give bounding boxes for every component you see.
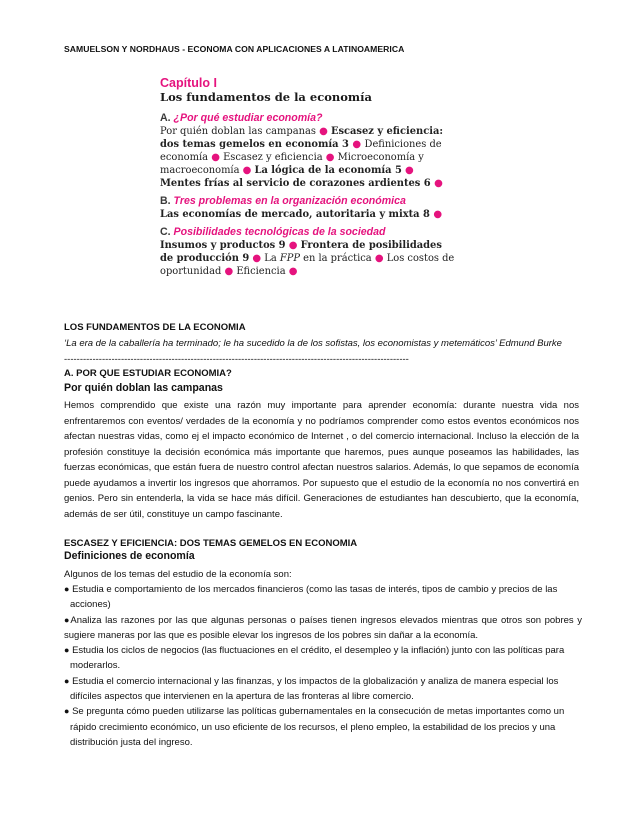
section-b-subheading: Definiciones de economía (64, 550, 195, 562)
toc-line: economía ● Escasez y eficiencia ● Microeconomía y (160, 152, 424, 163)
chapter-contents-image (160, 76, 455, 278)
list-item: ● Se pregunta cómo pueden utilizarse las políticas gubernamentales en la consecución de metas importantes como un rápido crecimiento económico, un uso eficiente de los recursos, el pleno empleo, la estabilidad de los precios y una distribución justa del ingreso. (64, 706, 565, 748)
toc-line: Mentes frías al servicio de corazones ardientes 6 ● (160, 178, 443, 189)
epigraph-quote: ‘La era de la caballería ha terminado; le ha sucedido la de los sofistas, los economistas y metemáticos’ Edmund Burke (64, 338, 562, 349)
list-item: ●Analiza las razones por las que algunas personas o países tienen ingresos elevados mientras que otros son pobres y sugiere maneras por las que es posible elevar los ingresos de los pobres sin dañar a la economía. (64, 614, 583, 641)
toc-line: Insumos y productos 9 ● Frontera de posibilidades (160, 240, 442, 251)
list-item: ● Estudia el comercio internacional y las finanzas, y los impactos de la globalización y analiza de manera especial los difíciles aspectos que intervienen en la apertura de las fronteras al libre comercio. (64, 675, 559, 703)
section-a-heading: A. POR QUE ESTUDIAR ECONOMIA? (64, 368, 232, 379)
list-item: ● Estudia los ciclos de negocios (las fluctuaciones en el crédito, el desempleo y la inflación) junto con las políticas para moderarlos. (64, 645, 565, 672)
toc-line: macroeconomía ● La lógica de la economía 5 ● (160, 165, 414, 176)
section-b-intro: Algunos de los temas del estudio de la economía son: (64, 569, 292, 580)
toc-section-a: A. ¿Por qué estudiar economía? (160, 112, 323, 124)
main-title: LOS FUNDAMENTOS DE LA ECONOMIA (64, 322, 246, 333)
toc-section-c: C. Posibilidades tecnológicas de la sociedad (160, 226, 386, 238)
toc-line: dos temas gemelos en economía 3 ● Definiciones de (160, 139, 442, 150)
toc-line: oportunidad ● Eficiencia ● (160, 266, 298, 277)
section-a-subheading: Por quién doblan las campanas (64, 382, 223, 394)
toc-section-b: B. Tres problemas en la organización económica (160, 195, 406, 207)
toc-line: de producción 9 ● La FPP en la práctica ● Los costos de (160, 253, 455, 264)
section-a-paragraph: Hemos comprendido que existe una razón muy importante para aprender economía: durante nuestra vida nos enfrentaremos con eventos/ verdades de la economía y no podríamos comprender como estos eventos económicos nos afectan nuestras vidas, como ej el impacto económico de Internet , o del comercio internacional. Incluso la elección de la profesión constituye la decisión económica más importante que haremos, pues aunque poseamos las habilidades, las fuerzas económicas, que están fuera de nuestro control afectan nuestros salarios. Además, lo que sepamos de economía puede ayudamos a invertir los ingresos que ahorramos. Por supuesto que el estudio de la economía no nos convertirá en genios. Pero sin entenderla, la vida se hace más difícil. Generaciones de estudiantes han descubierto, que la economía, además de ser útil, constituye un campo fascinante. (64, 400, 579, 520)
page-header: SAMUELSON Y NORDHAUS - ECONOMA CON APLICACIONES A LATINOAMERICA (64, 44, 405, 54)
toc-line: Las economías de mercado, autoritaria y mixta 8 ● (160, 209, 443, 220)
topics-list (64, 582, 582, 750)
divider-line: ------------------------------------------------------------------------------------------------------------- (64, 354, 409, 365)
section-b-heading: ESCASEZ Y EFICIENCIA: DOS TEMAS GEMELOS EN ECONOMIA (64, 538, 358, 549)
list-item: ● Estudia e comportamiento de los mercados financieros (como las tasas de interés, tipos de cambio y precios de las acciones) (64, 584, 558, 611)
chapter-number: Capítulo I (160, 76, 217, 90)
toc-line: Por quién doblan las campanas ● Escasez y eficiencia: (160, 126, 443, 137)
chapter-title: Los fundamentos de la economía (160, 90, 372, 104)
